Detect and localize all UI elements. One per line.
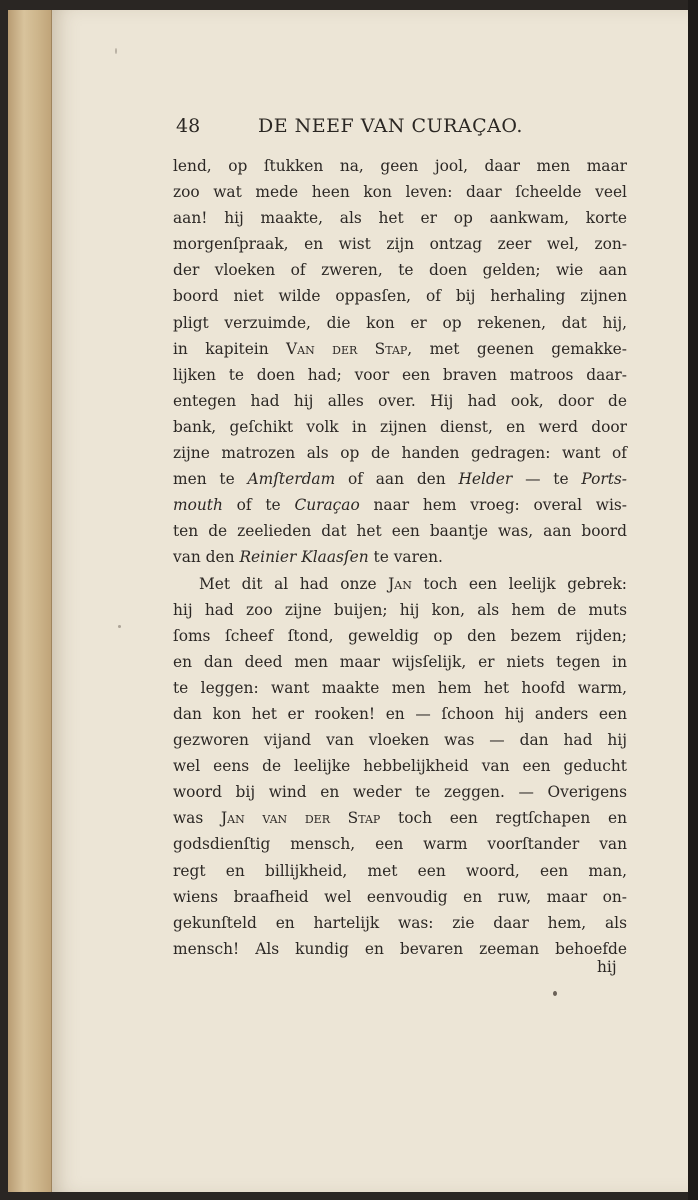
text-segment: naar hem vroeg: overal wis- [359,496,627,515]
text-line [173,779,627,805]
text-line [173,205,627,231]
text-line [173,362,627,388]
text-line [173,910,627,936]
text-line [173,492,627,518]
text-segment: morgenſpraak, en wist zijn ontzag zeer wel, zon- [173,235,627,254]
text-line [173,466,627,492]
scan-background-right [688,0,698,1200]
text-segment: wiens braafheid wel eenvoudig en ruw, maar on- [173,887,627,906]
paper-speck [115,48,117,54]
text-segment: zijne matrozen als op de handen gedragen: want of [173,444,627,463]
text-line [173,388,627,414]
italic-segment: Helder [458,470,513,489]
running-header [176,113,546,143]
text-segment: der vloeken of zweren, te doen gelden; wie aan [173,261,627,280]
text-segment: regt en billijkheid, met een woord, een man, [173,861,627,880]
text-segment: , met geenen gemakke- [407,339,627,358]
text-line [173,884,627,910]
italic-segment: Amſterdam [247,470,336,489]
text-segment: Met dit al had onze [199,574,389,593]
text-line [173,336,627,362]
text-segment: entegen had hij alles over. Hij had ook, door de [173,391,627,410]
text-segment: was [173,809,221,828]
paper-speck [553,991,557,996]
small-caps-segment: Jan van der Stap [220,809,381,828]
text-segment: godsdienſtig mensch, een warm voorſtander van [173,835,627,854]
text-line [173,518,627,544]
text-segment: ſoms ſcheef ſtond, geweldig op den bezem rijden; [173,626,627,645]
italic-segment: Reinier Klaasſen [239,548,369,567]
text-segment: boord niet wilde oppasſen, of bij herhaling zijnen [173,287,627,306]
page-number: 48 [176,115,201,137]
small-caps-segment: Jan [388,574,412,593]
text-segment: wel eens de leelijke hebbelijkheid van een geducht [173,757,627,776]
text-segment: pligt verzuimde, die kon er op rekenen, dat hij, [173,313,627,332]
text-segment: in kapitein [173,339,287,358]
text-line [173,649,627,675]
text-segment: dan kon het er rooken! en — ſchoon hij anders een [173,704,627,723]
scan-background-top [0,0,698,10]
text-segment: zoo wat mede heen kon leven: daar ſcheelde veel [173,183,627,202]
text-line [173,701,627,727]
text-segment: bank, geſchikt volk in zijnen dienst, en werd door [173,417,627,436]
text-line [173,858,627,884]
text-segment: woord bij wind en weder te zeggen. — Overigens [173,783,627,802]
text-line [173,597,627,623]
text-segment: aan! hij maakte, als het er op aankwam, korte [173,209,627,228]
text-segment: te varen. [368,548,443,567]
text-line [173,179,627,205]
text-line [173,231,627,257]
small-caps-segment: Van der Stap [286,339,408,358]
text-line [173,310,627,336]
text-line [173,805,627,831]
page-stack-edge [8,10,54,1192]
text-line [173,414,627,440]
text-line [173,440,627,466]
text-line [173,544,627,570]
text-segment: toch een leelijk gebrek: [411,574,627,593]
text-segment: lend, op ſtukken na, geen jool, daar men maar [173,157,627,175]
text-line [173,753,627,779]
text-segment: toch een regtſchapen en [380,809,628,828]
body-text [173,153,627,962]
text-segment: mensch! Als kundig en bevaren zeeman behoefde [173,939,627,958]
text-line [173,675,627,701]
text-segment: gezworen vijand van vloeken was — dan had hij [173,731,627,750]
text-segment: — te [512,470,582,489]
running-title: DE NEEF VAN CURAÇAO. [258,115,523,137]
text-line [173,831,627,857]
text-segment: en dan deed men maar wijsſelijk, er niets tegen in [173,652,627,671]
text-segment: of te [222,496,295,515]
text-segment: te leggen: want maakte men hem het hoofd warm, [173,678,627,697]
text-segment: van den [173,548,240,567]
italic-segment: Ports- [581,470,627,489]
text-line [173,936,627,962]
text-line [173,727,627,753]
paper-speck [118,625,121,628]
text-segment: lijken te doen had; voor een braven matroos daar- [173,365,627,384]
italic-segment: Curaçao [294,496,360,515]
text-line [173,283,627,309]
text-line [173,257,627,283]
text-segment: men te [173,470,248,489]
text-line [173,623,627,649]
catchword: hij [597,958,617,976]
text-segment: hij had zoo zijne buijen; hij kon, als hem de muts [173,600,627,619]
text-line [173,571,627,597]
text-line [173,153,627,179]
text-segment: of aan den [335,470,459,489]
text-segment: ten de zeelieden dat het een baantje was, aan boord [173,522,627,541]
italic-segment: mouth [173,496,223,515]
text-segment: gekunſteld en hartelijk was: zie daar hem, als [173,913,627,932]
